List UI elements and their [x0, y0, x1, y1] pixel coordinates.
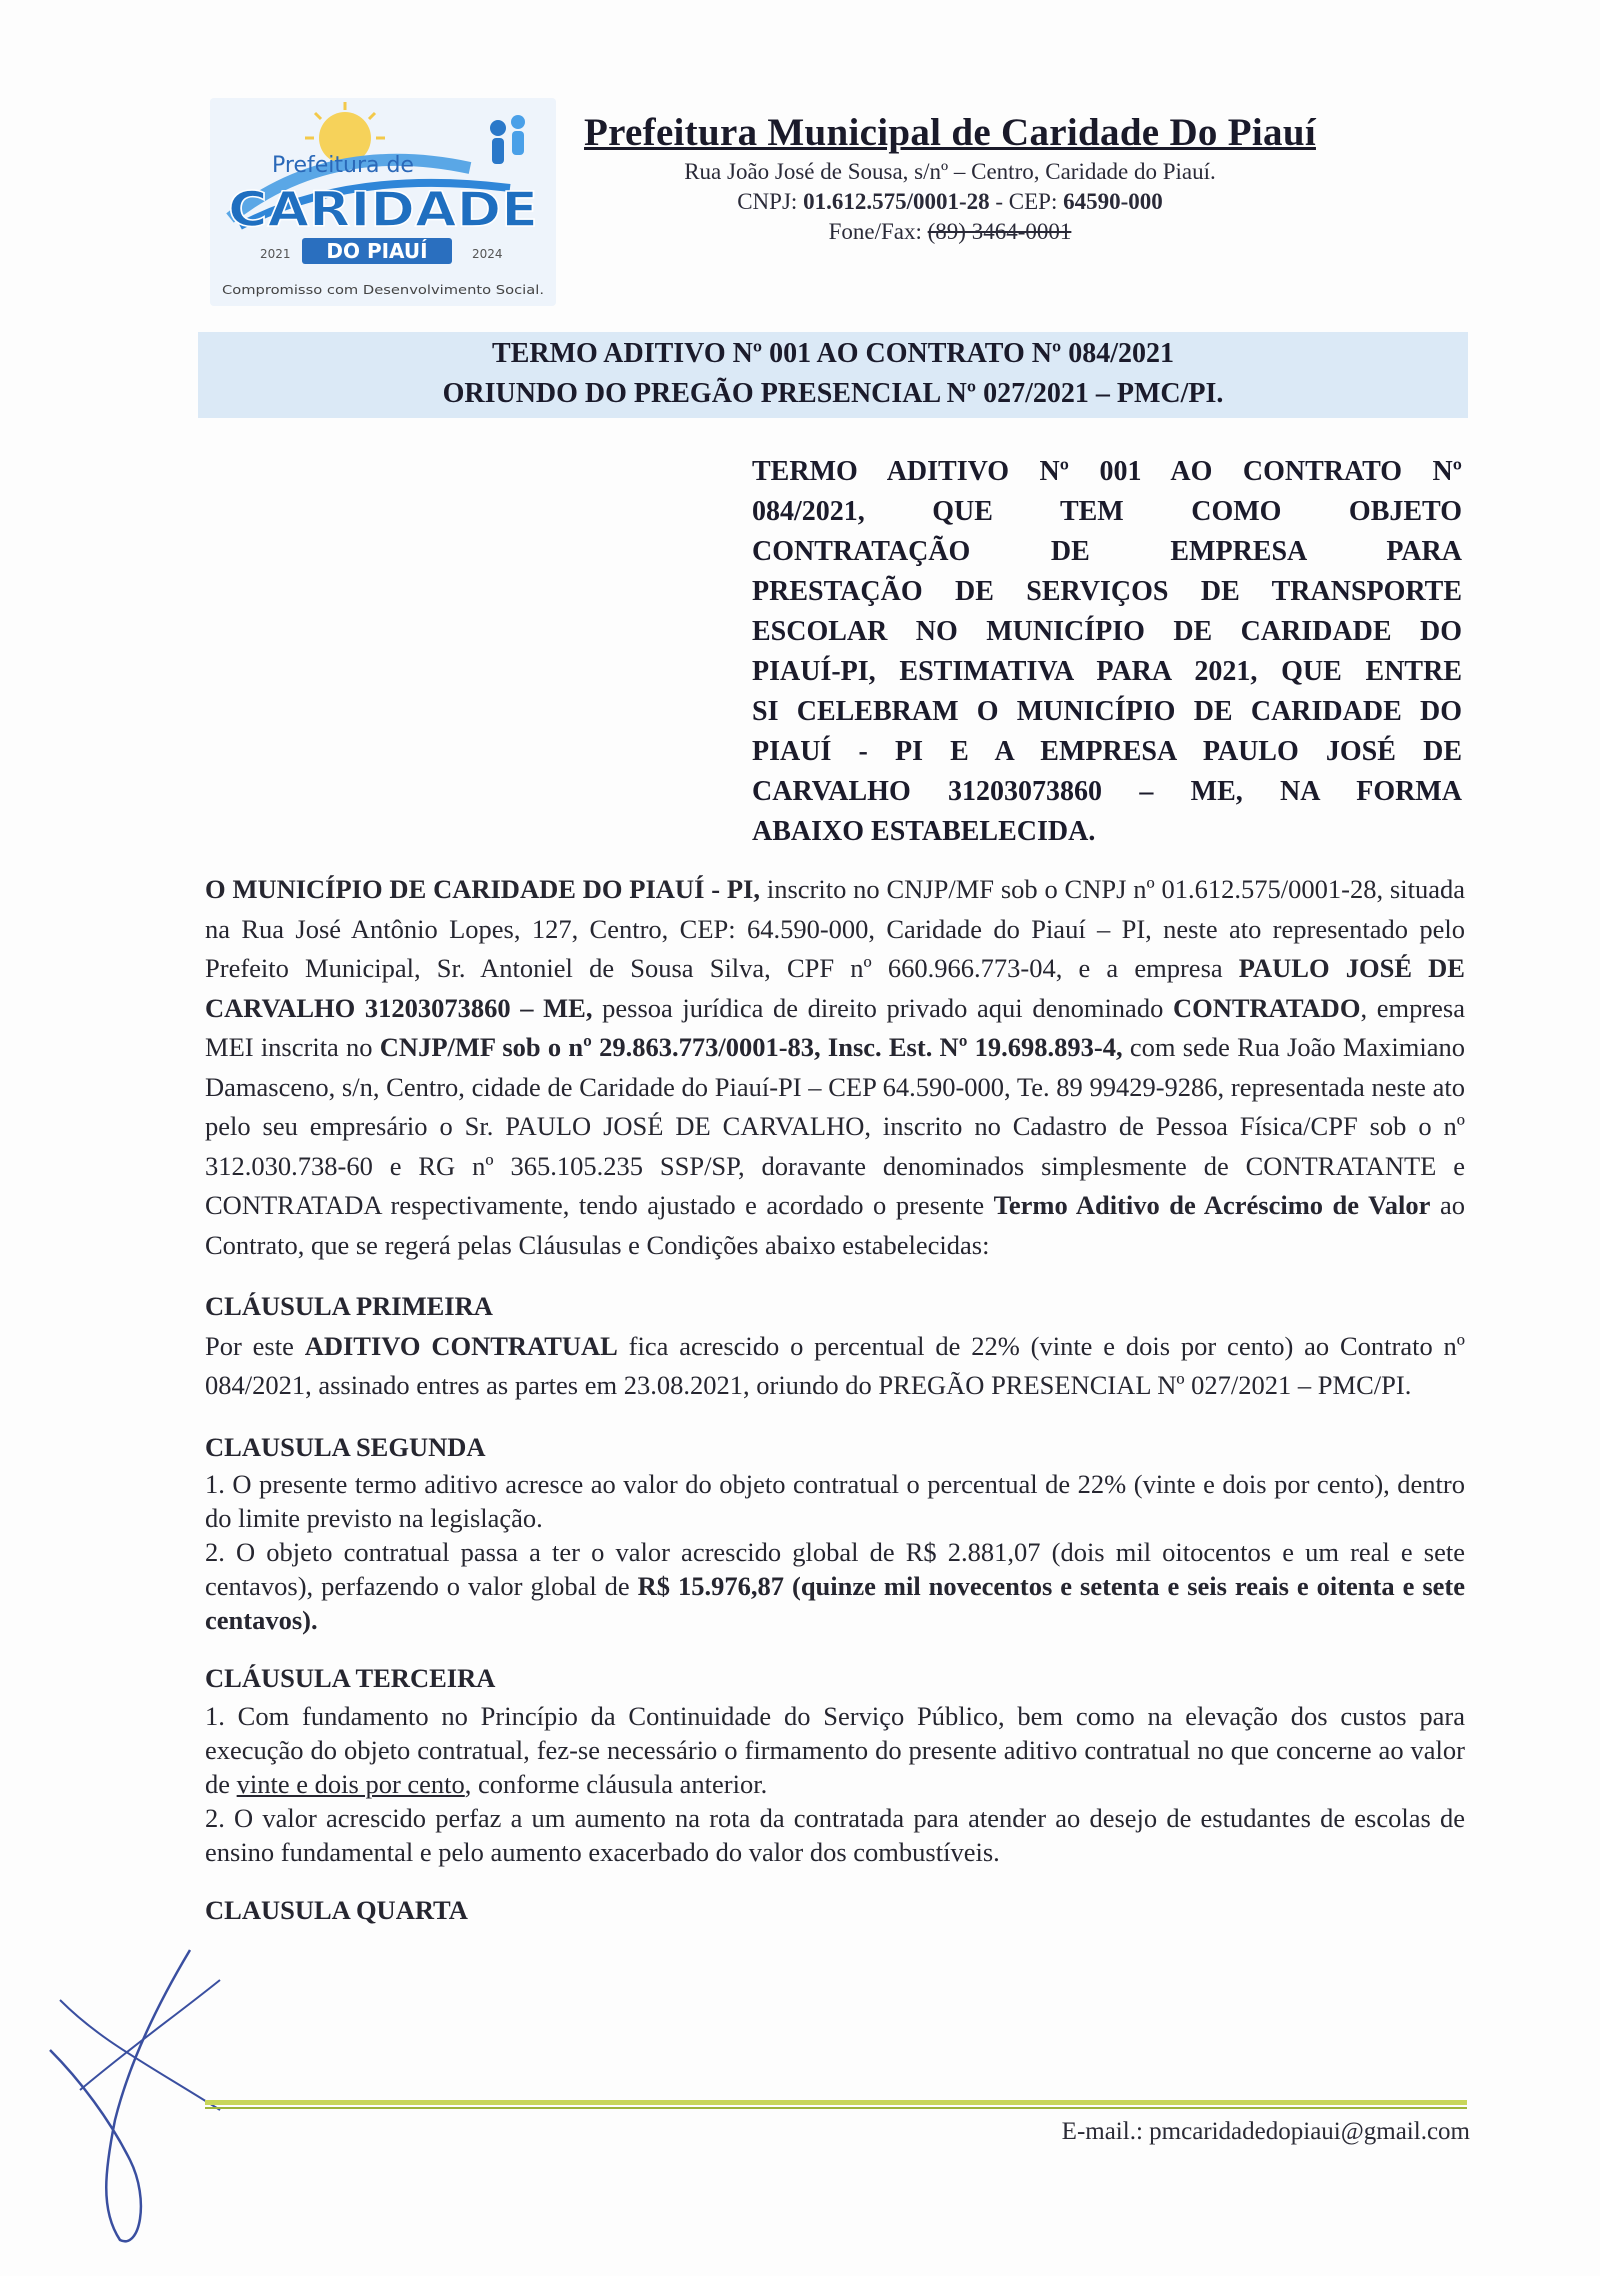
ementa-line: CARVALHO 31203073860 – ME, NA FORMA — [752, 776, 1462, 807]
logo-year-left: 2021 — [260, 247, 291, 261]
logo-year-right: 2024 — [472, 247, 503, 261]
prefeitura-cnpj-line: CNPJ: 01.612.575/0001-28 - CEP: 64590-000 — [737, 189, 1163, 214]
footer-rule — [205, 2100, 1467, 2105]
ementa-line: 084/2021, QUE TEM COMO OBJETO — [752, 496, 1462, 527]
clausula-segunda-item-1: 1. O presente termo aditivo acresce ao valor do objeto contratual o percentual de 22% (vinte e dois por cento), dentro do limite previsto na legislação. — [205, 1469, 1465, 1533]
letterhead — [560, 110, 1340, 245]
phone-value: (89) 3464-0001 — [927, 219, 1072, 244]
ementa-line: SI CELEBRAM O MUNICÍPIO DE CARIDADE DO — [752, 696, 1462, 727]
clausula-primeira-text: Por este ADITIVO CONTRATUAL fica acrescido o percentual de 22% (vinte e dois por cento) ao Contrato nº 084/2021, assinado entres as partes em 23.08.2021, oriundo do PREGÃO PRESENCIAL Nº 027/2021 – PMC/PI. — [205, 1330, 1465, 1400]
clausula-segunda-item-2: 2. O objeto contratual passa a ter o valor acrescido global de R$ 2.881,07 (dois mil oitocentos e um real e sete centavos), perfazendo o valor global de R$ 15.976,87 (quinze mil novecentos e setenta e seis reais e oitenta e sete centavos). — [205, 1537, 1465, 1635]
cnpj-value: 01.612.575/0001-28 — [803, 189, 990, 214]
footer-email: E-mail.: pmcaridadedopiaui@gmail.com — [1061, 2118, 1470, 2145]
logo-top-text: Prefeitura de — [272, 153, 414, 178]
ementa-line: PIAUÍ-PI, ESTIMATIVA PARA 2021, QUE ENTRE — [752, 656, 1462, 687]
prefeitura-address: Rua João José de Sousa, s/nº – Centro, Caridade do Piauí. — [684, 159, 1216, 184]
clausula-terceira-item-1: 1. Com fundamento no Princípio da Continuidade do Serviço Público, bem como na elevação dos custos para execução do objeto contratual, fez-se necessário o firmamento do presente aditivo contratual no que concerne ao valor de vinte e dois por cento, conforme cláusula anterior. — [205, 1700, 1465, 1799]
clausula-quarta-heading: CLAUSULA QUARTA — [205, 1894, 468, 1925]
clausula-terceira-item-2: 2. O valor acrescido perfaz a um aumento na rota da contratada para atender ao desejo de estudantes de escolas de ensino fundamental e pelo aumento exacerbado do valor dos combustíveis. — [205, 1802, 1465, 1867]
clausula-terceira-heading: CLÁUSULA TERCEIRA — [205, 1663, 496, 1693]
document-title: TERMO ADITIVO Nº 001 AO CONTRATO Nº 084/2021 ORIUNDO DO PREGÃO PRESENCIAL Nº 027/2021 – PMC/PI. — [442, 338, 1224, 409]
contract-body — [205, 870, 1465, 1930]
ementa-line: ESCOLAR NO MUNICÍPIO DE CARIDADE DO — [752, 616, 1462, 647]
ementa-line: CONTRATAÇÃO DE EMPRESA PARA — [752, 536, 1462, 567]
ementa-line: TERMO ADITIVO Nº 001 AO CONTRATO Nº — [752, 456, 1462, 487]
prefeitura-logo — [210, 98, 556, 306]
clausula-segunda-heading: CLAUSULA SEGUNDA — [205, 1431, 486, 1462]
ementa-line: PRESTAÇÃO DE SERVIÇOS DE TRANSPORTE — [752, 576, 1462, 607]
cep-value: 64590-000 — [1063, 189, 1163, 214]
prefeitura-title: Prefeitura Municipal de Caridade Do Piauí — [584, 111, 1316, 154]
prefeitura-phone-line: Fone/Fax: (89) 3464-0001 — [828, 219, 1072, 244]
clausula-primeira-heading: CLÁUSULA PRIMEIRA — [205, 1291, 493, 1321]
ementa-block — [752, 452, 1462, 852]
logo-sub-text: DO PIAUÍ — [326, 239, 428, 263]
preamble-paragraph: O MUNICÍPIO DE CARIDADE DO PIAUÍ - PI, inscrito no CNJP/MF sob o CNPJ nº 01.612.575/0001-28, situada na Rua José Antônio Lopes, 127, Centro, CEP: 64.590-000, Caridade do Piauí – PI, neste ato representado pelo Prefeito Municipal, Sr. Antoniel de Sousa Silva, CPF nº 660.966.773-04, e a empresa PAULO JOSÉ DE CARVALHO 31203073860 – ME, pessoa jurídica de direito privado aqui denominado CONTRATADO, empresa MEI inscrita no CNJP/MF sob o nº 29.863.773/0001-83, Insc. Est. Nº 19.698.893-4, com sede Rua João Maximiano Damasceno, s/n, Centro, cidade de Caridade do Piauí-PI – CEP 64.590-000, Te. 89 99429-9286, representada neste ato pelo seu empresário o Sr. PAULO JOSÉ DE CARVALHO, inscrito no Cadastro de Pessoa Física/CPF sob o nº 312.030.738-60 e RG nº 365.105.235 SSP/SP, doravante denominados simplesmente de CONTRATANTE e CONTRATADA respectivamente, tendo ajustado e acordado o presente Termo Aditivo de Acréscimo de Valor ao Contrato, que se regerá pelas Cláusulas e Condições abaixo estabelecidas: — [205, 874, 1465, 1260]
ementa-line: ABAIXO ESTABELECIDA. — [752, 816, 1096, 847]
logo-main-text: CARIDADE — [228, 182, 538, 238]
ementa-line: PIAUÍ - PI E A EMPRESA PAULO JOSÉ DE — [752, 736, 1462, 767]
footer-rule-thin — [205, 2107, 1467, 2109]
logo-tagline: Compromisso com Desenvolvimento Social. — [222, 283, 544, 297]
